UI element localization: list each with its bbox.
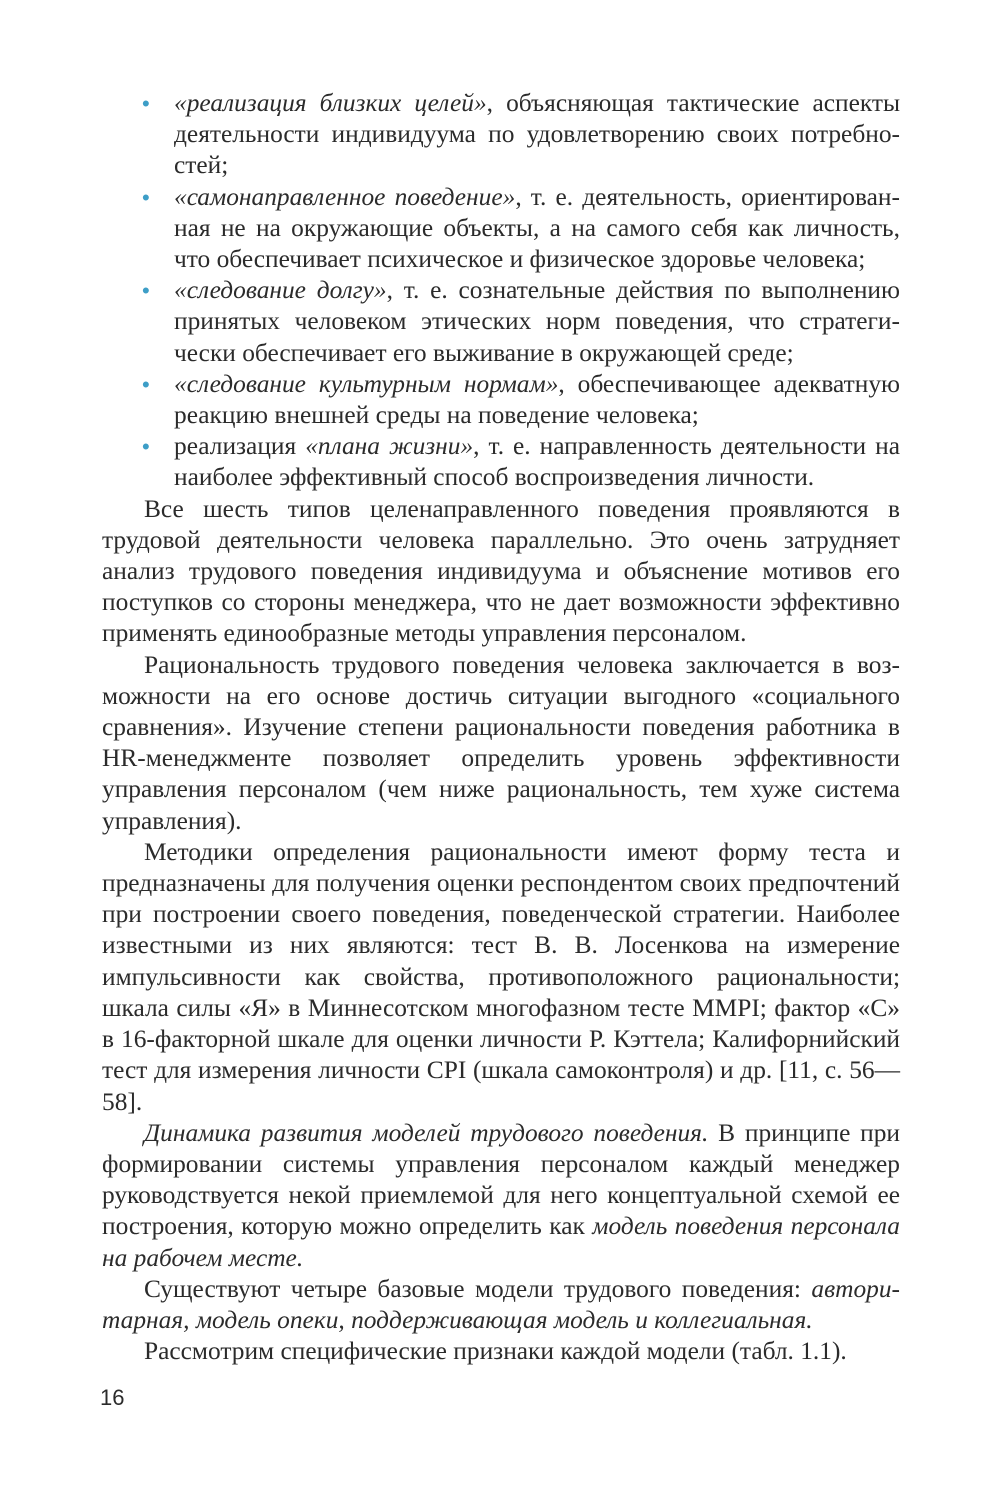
bullet-dot-icon: • bbox=[142, 184, 150, 210]
list-item bbox=[102, 369, 900, 431]
paragraph-four-models-text: Существуют четыре базовые модели трудового поведения: bbox=[144, 1274, 812, 1303]
paragraph-rationality: Рациональность трудового поведения человека заключается в возможности на его основе достичь ситуации выгодного «социального сравнения». Изучение степени рациональности поведения работника в HR-менеджменте позволяет определить уровень эффективности управления персоналом (чем ниже рациональность, тем хуже система управления). bbox=[102, 650, 900, 835]
list-item-text: , т. е. сознательные действия по выполнению принятых человеком этических норм поведения, что стратегически обеспечивает его выживание в окружающей среде; bbox=[174, 276, 900, 367]
paragraph-dynamics-term: модель поведения персонала на рабочем месте. bbox=[102, 1212, 900, 1272]
list-item-text: , т. е. направленность деятельности на наиболее эффективный способ воспроизведения личности. bbox=[174, 432, 900, 492]
paragraph-four-models-list: авторитарная, модель опеки, поддерживающая модель и коллегиальная. bbox=[102, 1274, 900, 1334]
list-item-italic: «самонаправленное поведение» bbox=[174, 182, 516, 211]
list-item-italic: «реализация близких целей» bbox=[174, 89, 487, 117]
list-item-prefix: реализация bbox=[174, 432, 306, 461]
bullet-dot-icon: • bbox=[142, 434, 150, 460]
paragraph-methods: Методики определения рациональности имеют форму теста и предназначены для получения оценки респондентом своих предпочтений при построении своего поведения, поведенческой стратегии. Наиболее известными из них являются: тест В. В. Лосенкова на измерение импульсивности как свойства, противоположного рациональности; шкала силы «Я» в Миннесотском многофазном тесте MMPI; фактор «С» в 16-факторной шкале для оценки личности Р. Кэттела; Калифорнийский тест для измерения личности CPI (шкала самоконтроля) и др. [11, с. 56—58]. bbox=[102, 837, 900, 1116]
bullet-dot-icon: • bbox=[142, 371, 150, 397]
list-item bbox=[102, 88, 900, 182]
list-item bbox=[102, 431, 900, 493]
paragraph-four-models bbox=[102, 1274, 900, 1336]
bullet-dot-icon: • bbox=[142, 91, 150, 116]
list-item bbox=[102, 275, 900, 369]
paragraph-consider: Рассмотрим специфические признаки каждой модели (табл. 1.1). bbox=[144, 1337, 847, 1366]
list-item-italic: «следование долгу» bbox=[174, 276, 387, 305]
list-item-text: , обеспечивающее адекватную реакцию внешней среды на поведение человека; bbox=[174, 369, 900, 430]
paragraph-dynamics-heading: Динамика развития моделей трудового поведения. bbox=[144, 1118, 709, 1147]
list-item-italic: «следование культурным нормам» bbox=[174, 369, 559, 398]
paragraph-dynamics-text: В принципе при формировании системы управления персоналом каждый менеджер руководствуется некой приемлемой для него концептуальной схемой ее построения, которую можно определить как bbox=[102, 1118, 901, 1241]
document-body bbox=[102, 88, 900, 1367]
list-item bbox=[102, 182, 900, 276]
bullet-list bbox=[102, 88, 900, 494]
paragraph-six-types: Все шесть типов целенаправленного поведения проявляются в трудовой деятельности человека параллельно. Это очень затрудняет анализ трудового поведения индивидуума и объяснение мотивов его поступков со стороны менеджера, что не дает возможности эффективно применять единообразные методы управления персоналом. bbox=[102, 494, 900, 648]
list-item-italic: «плана жизни» bbox=[305, 432, 474, 461]
page-number: 16 bbox=[100, 1385, 125, 1410]
paragraph-dynamics bbox=[102, 1118, 900, 1274]
bullet-dot-icon: • bbox=[142, 278, 150, 304]
list-item-text: , т. е. деятельность, ориентированная не на окружающие объекты, а на самого себя как личность, что обеспечивает психическое и физическое здоровье человека; bbox=[174, 182, 900, 274]
list-item-text: , объясняющая тактические аспекты деятельности индивидуума по удовлетворению своих потребностей; bbox=[174, 89, 901, 180]
